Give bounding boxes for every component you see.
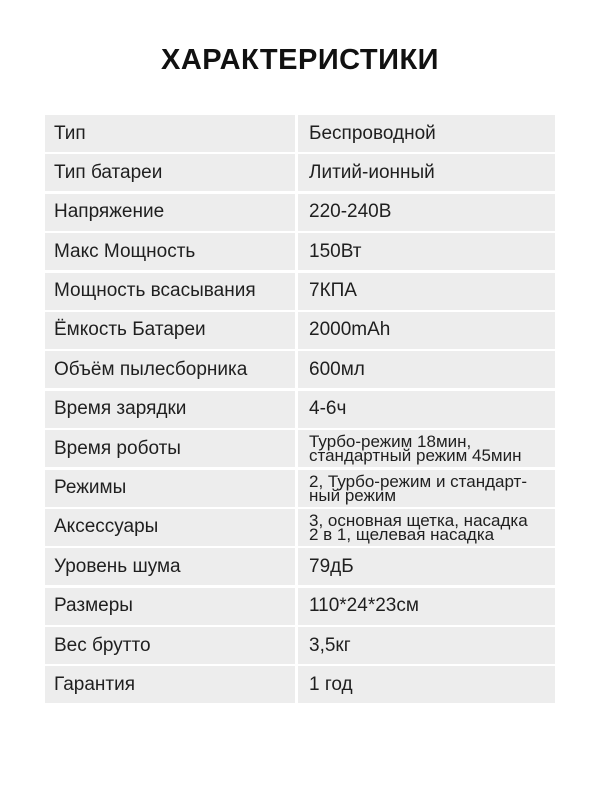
spec-value: 7КПА	[298, 273, 555, 310]
spec-name: Вес брутто	[45, 627, 295, 664]
spec-value: 110*24*23см	[298, 588, 555, 625]
spec-name: Режимы	[45, 470, 295, 507]
spec-name: Ёмкость Батареи	[45, 312, 295, 349]
spec-value: 220-240В	[298, 194, 555, 231]
spec-name: Объём пылесборника	[45, 351, 295, 388]
spec-value: 2, Турбо-режим и стандарт- ный режим	[298, 470, 555, 507]
spec-value: Беспроводной	[298, 115, 555, 152]
table-row	[45, 548, 555, 585]
spec-value: 600мл	[298, 351, 555, 388]
table-row	[45, 312, 555, 349]
spec-value: 3,5кг	[298, 627, 555, 664]
spec-value: 79дБ	[298, 548, 555, 585]
spec-name: Время зарядки	[45, 391, 295, 428]
spec-name: Макс Мощность	[45, 233, 295, 270]
spec-value: Литий-ионный	[298, 154, 555, 191]
spec-value: 4-6ч	[298, 391, 555, 428]
table-row	[45, 115, 555, 152]
table-row	[45, 666, 555, 703]
table-row	[45, 470, 555, 507]
table-row	[45, 588, 555, 625]
table-row	[45, 430, 555, 467]
spec-value: 3, основная щетка, насадка 2 в 1, щелевая насадка	[298, 509, 555, 546]
spec-value: Турбо-режим 18мин, стандартный режим 45мин	[298, 430, 555, 467]
spec-name: Тип батареи	[45, 154, 295, 191]
spec-name: Мощность всасывания	[45, 273, 295, 310]
table-row	[45, 627, 555, 664]
table-row	[45, 351, 555, 388]
spec-value: 1 год	[298, 666, 555, 703]
page-title: ХАРАКТЕРИСТИКИ	[160, 44, 439, 76]
spec-name: Тип	[45, 115, 295, 152]
table-row	[45, 233, 555, 270]
spec-value: 150Вт	[298, 233, 555, 270]
spec-table	[45, 115, 555, 706]
spec-name: Напряжение	[45, 194, 295, 231]
spec-name: Гарантия	[45, 666, 295, 703]
table-row	[45, 194, 555, 231]
spec-name: Размеры	[45, 588, 295, 625]
spec-name: Время роботы	[45, 430, 295, 467]
table-row	[45, 509, 555, 546]
table-row	[45, 273, 555, 310]
table-row	[45, 391, 555, 428]
table-row	[45, 154, 555, 191]
spec-name: Уровень шума	[45, 548, 295, 585]
spec-name: Аксессуары	[45, 509, 295, 546]
spec-value: 2000mAh	[298, 312, 555, 349]
